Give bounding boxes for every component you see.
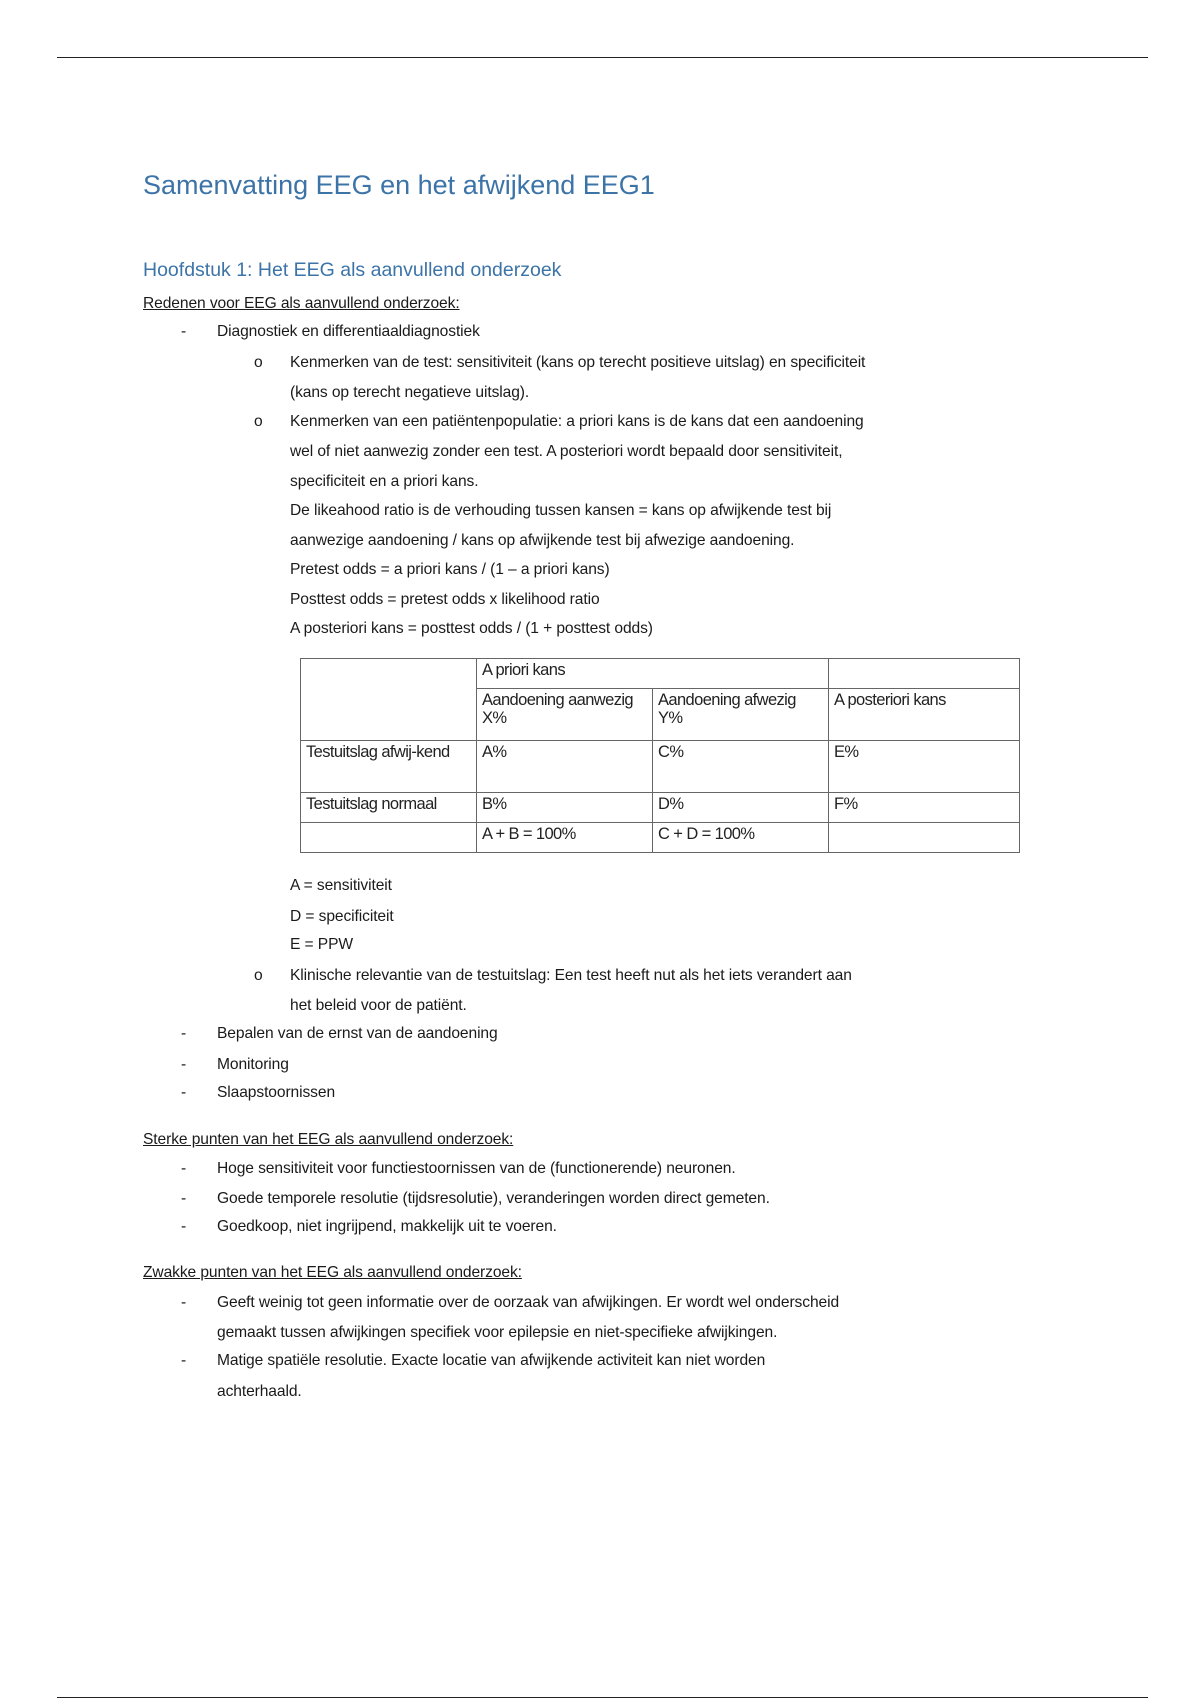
list-item: Monitoring <box>217 1056 289 1073</box>
list-item-line: aanwezige aandoening / kans op afwijkende test bij afwezige aandoening. <box>290 532 795 549</box>
table-cell: E% <box>829 741 1020 793</box>
row-label <box>301 823 477 853</box>
list-item-line: Geeft weinig tot geen informatie over de oorzaak van afwijkingen. Er wordt wel onderscheid <box>217 1294 840 1311</box>
document-title: Samenvatting EEG en het afwijkend EEG1 <box>143 170 655 200</box>
list-item: Slaapstoornissen <box>217 1084 336 1101</box>
list-item-line: Matige spatiële resolutie. Exacte locatie van afwijkende activiteit kan niet worden <box>217 1352 766 1369</box>
list-item: Goedkoop, niet ingrijpend, makkelijk uit te voeren. <box>217 1218 557 1235</box>
row-label: Testuitslag afwij-kend <box>301 741 477 793</box>
table-cell: F% <box>829 793 1020 823</box>
table-cell-empty <box>829 659 1020 689</box>
list-item-line: het beleid voor de patiënt. <box>290 997 467 1014</box>
circle-bullet: o <box>254 354 263 371</box>
table-cell-empty <box>301 659 477 741</box>
table-cell: A + B = 100% <box>477 823 653 853</box>
table-cell: D% <box>653 793 829 823</box>
list-item: Diagnostiek en differentiaaldiagnostiek <box>217 323 480 340</box>
section-heading-strengths: Sterke punten van het EEG als aanvullend onderzoek: <box>143 1131 514 1148</box>
list-item: Bepalen van de ernst van de aandoening <box>217 1025 498 1042</box>
table-header: A posteriori kans <box>829 689 1020 741</box>
legend-line: A = sensitiviteit <box>290 877 392 894</box>
table-cell: A% <box>477 741 653 793</box>
section-heading-reasons: Redenen voor EEG als aanvullend onderzoek: <box>143 295 460 312</box>
row-label: Testuitslag normaal <box>301 793 477 823</box>
dash-bullet: - <box>181 1352 187 1369</box>
table-row <box>301 823 1020 853</box>
circle-bullet: o <box>254 967 263 984</box>
header-rule <box>57 57 1148 58</box>
legend-line: D = specificiteit <box>290 908 394 925</box>
dash-bullet: - <box>181 1056 187 1073</box>
list-item-line: wel of niet aanwezig zonder een test. A posteriori wordt bepaald door sensitiviteit, <box>290 443 843 460</box>
dash-bullet: - <box>181 1294 187 1311</box>
list-item: Hoge sensitiviteit voor functiestoornissen van de (functionerende) neuronen. <box>217 1160 736 1177</box>
list-item-line: De likeahood ratio is de verhouding tussen kansen = kans op afwijkende test bij <box>290 502 832 519</box>
formula-posttest: Posttest odds = pretest odds x likelihood ratio <box>290 591 600 608</box>
table-cell: C% <box>653 741 829 793</box>
list-item: Goede temporele resolutie (tijdsresolutie), veranderingen worden direct gemeten. <box>217 1190 770 1207</box>
table-header: A priori kans <box>477 659 829 689</box>
list-item-line: achterhaald. <box>217 1383 302 1400</box>
table-header: Aandoening afwezig Y% <box>653 689 829 741</box>
table-cell: B% <box>477 793 653 823</box>
list-item-line: specificiteit en a priori kans. <box>290 473 479 490</box>
section-heading-weaknesses: Zwakke punten van het EEG als aanvullend onderzoek: <box>143 1264 522 1281</box>
dash-bullet: - <box>181 1160 187 1177</box>
table-row <box>301 793 1020 823</box>
table-row <box>301 741 1020 793</box>
table-cell <box>829 823 1020 853</box>
table-cell: C + D = 100% <box>653 823 829 853</box>
formula-posterior: A posteriori kans = posttest odds / (1 + posttest odds) <box>290 620 653 637</box>
circle-bullet: o <box>254 413 263 430</box>
dash-bullet: - <box>181 1025 187 1042</box>
formula-pretest: Pretest odds = a priori kans / (1 – a priori kans) <box>290 561 610 578</box>
dash-bullet: - <box>181 1218 187 1235</box>
list-item-line: gemaakt tussen afwijkingen specifiek voor epilepsie en niet-specifieke afwijkingen. <box>217 1324 778 1341</box>
chapter-heading: Hoofdstuk 1: Het EEG als aanvullend onderzoek <box>143 259 562 281</box>
dash-bullet: - <box>181 1190 187 1207</box>
list-item-line: Kenmerken van de test: sensitiviteit (kans op terecht positieve uitslag) en specificiteit <box>290 354 866 371</box>
dash-bullet: - <box>181 1084 187 1101</box>
list-item-line: Kenmerken van een patiëntenpopulatie: a priori kans is de kans dat een aandoening <box>290 413 864 430</box>
list-item-line: (kans op terecht negatieve uitslag). <box>290 384 530 401</box>
probability-table <box>300 658 1020 853</box>
table-header: Aandoening aanwezig X% <box>477 689 653 741</box>
list-item-line: Klinische relevantie van de testuitslag: Een test heeft nut als het iets verandert aan <box>290 967 852 984</box>
dash-bullet: - <box>181 323 187 340</box>
footer-rule <box>57 1697 1148 1698</box>
legend-line: E = PPW <box>290 936 353 953</box>
